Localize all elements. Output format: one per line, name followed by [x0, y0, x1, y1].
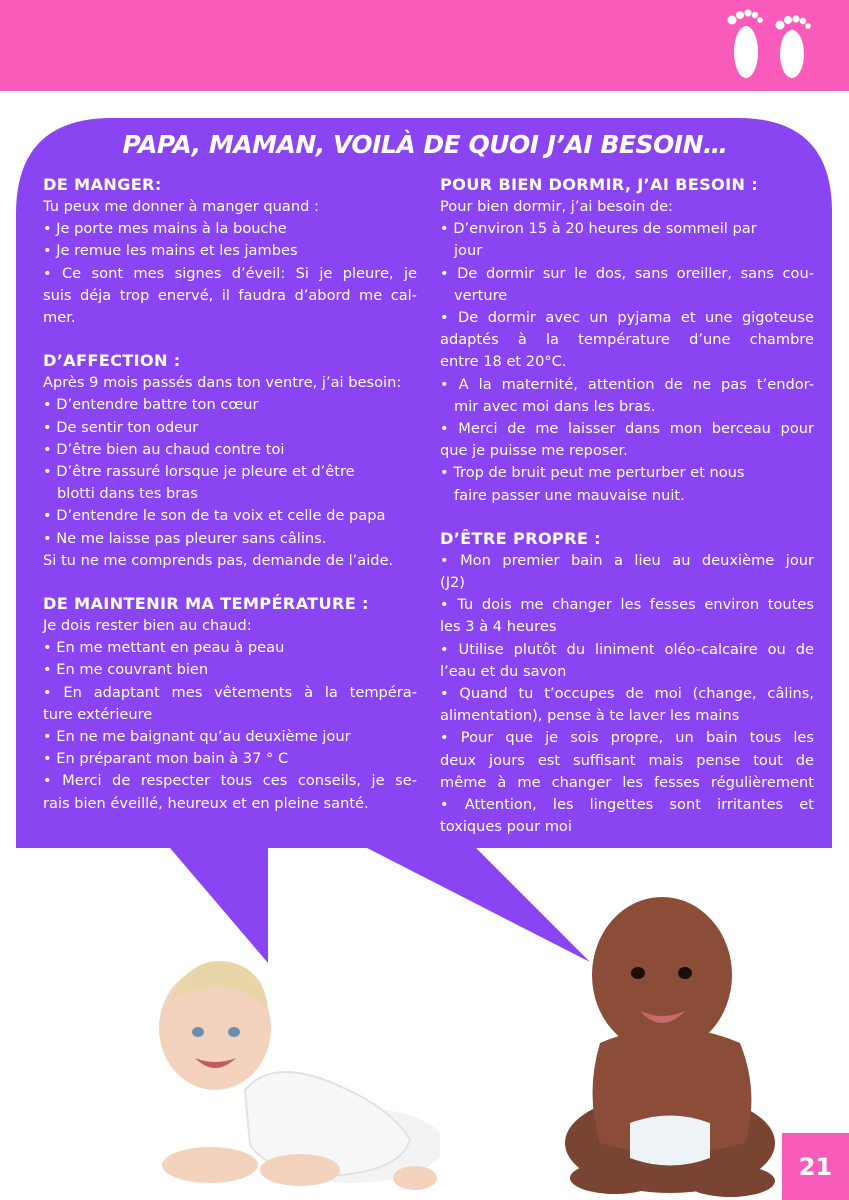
section-manger — [43, 174, 417, 329]
page-number: 21 — [782, 1133, 849, 1200]
text-line: • Ne me laisse pas pleurer sans câlins. — [43, 529, 327, 547]
right-column — [440, 174, 814, 838]
text-line: faire passer une mauvaise nuit. — [454, 486, 685, 504]
section-heading: POUR BIEN DORMIR, J’AI BESOIN : — [440, 175, 758, 194]
section-heading: D’AFFECTION : — [43, 351, 181, 371]
text-line: que je puisse me reposer. — [440, 442, 628, 460]
text-line: alimentation), pense à te laver les mains — [440, 707, 740, 725]
sitting-baby-photo — [560, 893, 785, 1200]
section-affection — [43, 350, 417, 572]
text-line: • Mon premier bain a lieu au deuxième jour — [440, 551, 814, 569]
text-line: Pour bien dormir, j’ai besoin de: — [440, 198, 673, 215]
left-column — [43, 174, 417, 815]
text-line: blotti dans tes bras — [57, 485, 198, 503]
text-line: toxiques pour moi — [440, 818, 572, 836]
text-line: Je dois rester bien au chaud: — [43, 617, 252, 635]
text-line: suis déja trop enervé, il faudra d’abord me cal- — [43, 286, 417, 304]
text-line: • Quand tu t’occupes de moi (change, câlins, — [440, 685, 814, 703]
text-line: • Pour que je sois propre, un bain tous les — [440, 729, 814, 747]
text-line: • Merci de me laisser dans mon berceau pour — [440, 420, 814, 438]
text-line: deux jours est suffisant mais pense tout de — [440, 751, 814, 769]
text-line: verture — [454, 286, 508, 304]
text-line: • D’être rassuré lorsque je pleure et d’être — [43, 463, 355, 481]
text-line: • De dormir sur le dos, sans oreiller, sans cou- — [440, 264, 814, 282]
text-line: • En adaptant mes vêtements à la tempéra- — [43, 683, 417, 701]
text-line: jour — [454, 242, 483, 260]
text-line: • D’entendre battre ton cœur — [43, 396, 259, 414]
text-line: Après 9 mois passés dans ton ventre, j’ai besoin: — [43, 374, 402, 392]
text-line: • En me mettant en peau à peau — [43, 639, 285, 657]
text-line: adaptés à la température d’une chambre — [440, 331, 814, 349]
text-line: entre 18 et 20°C. — [440, 353, 567, 371]
section-heading: D’ÊTRE PROPRE : — [440, 528, 601, 548]
text-line: • A la maternité, attention de ne pas t’endor- — [440, 375, 814, 393]
section-propre — [440, 528, 814, 839]
text-line: Tu peux me donner à manger quand : — [43, 198, 319, 215]
section-temperature — [43, 593, 417, 815]
text-line: • Merci de respecter tous ces conseils, je se- — [43, 772, 417, 790]
crawling-baby-photo — [150, 940, 440, 1200]
text-line: mir avec moi dans les bras. — [454, 397, 656, 415]
text-line: mer. — [43, 309, 76, 327]
text-line: • Attention, les lingettes sont irritantes et — [440, 796, 814, 814]
text-line: • D’environ 15 à 20 heures de sommeil par — [440, 220, 757, 238]
text-line: l’eau et du savon — [440, 662, 567, 680]
text-line: même à me changer les fesses régulièrement — [440, 773, 814, 791]
text-line: • De dormir avec un pyjama et une gigoteuse — [440, 309, 814, 327]
text-line: • Ce sont mes signes d’éveil: Si je pleure, je — [43, 264, 417, 282]
text-line: • Je remue les mains et les jambes — [43, 242, 298, 260]
text-line: • En me couvrant bien — [43, 661, 209, 679]
text-line: • D’être bien au chaud contre toi — [43, 440, 285, 458]
text-line: rais bien éveillé, heureux et en pleine santé. — [43, 794, 369, 812]
text-line: • En préparant mon bain à 37 ° C — [43, 750, 289, 768]
text-line: • En ne me baignant qu’au deuxième jour — [43, 728, 351, 746]
text-line: les 3 à 4 heures — [440, 618, 557, 636]
text-line: Si tu ne me comprends pas, demande de l’aide. — [43, 551, 394, 569]
text-line: • Je porte mes mains à la bouche — [43, 220, 287, 238]
text-line: • Tu dois me changer les fesses environ toutes — [440, 596, 814, 614]
text-line: (J2) — [440, 574, 465, 592]
text-line: ture extérieure — [43, 705, 153, 723]
text-line: • De sentir ton odeur — [43, 418, 199, 436]
page-title: PAPA, MAMAN, VOILÀ DE QUOI J’AI BESOIN… — [122, 130, 728, 159]
text-line: • Utilise plutôt du liniment oléo-calcaire ou de — [440, 640, 814, 658]
text-line: • D’entendre le son de ta voix et celle de papa — [43, 507, 386, 525]
section-heading: DE MANGER: — [43, 175, 162, 194]
section-dormir — [440, 174, 814, 507]
text-line: • Trop de bruit peut me perturber et nous — [440, 464, 745, 482]
section-heading: DE MAINTENIR MA TEMPÉRATURE : — [43, 594, 369, 614]
